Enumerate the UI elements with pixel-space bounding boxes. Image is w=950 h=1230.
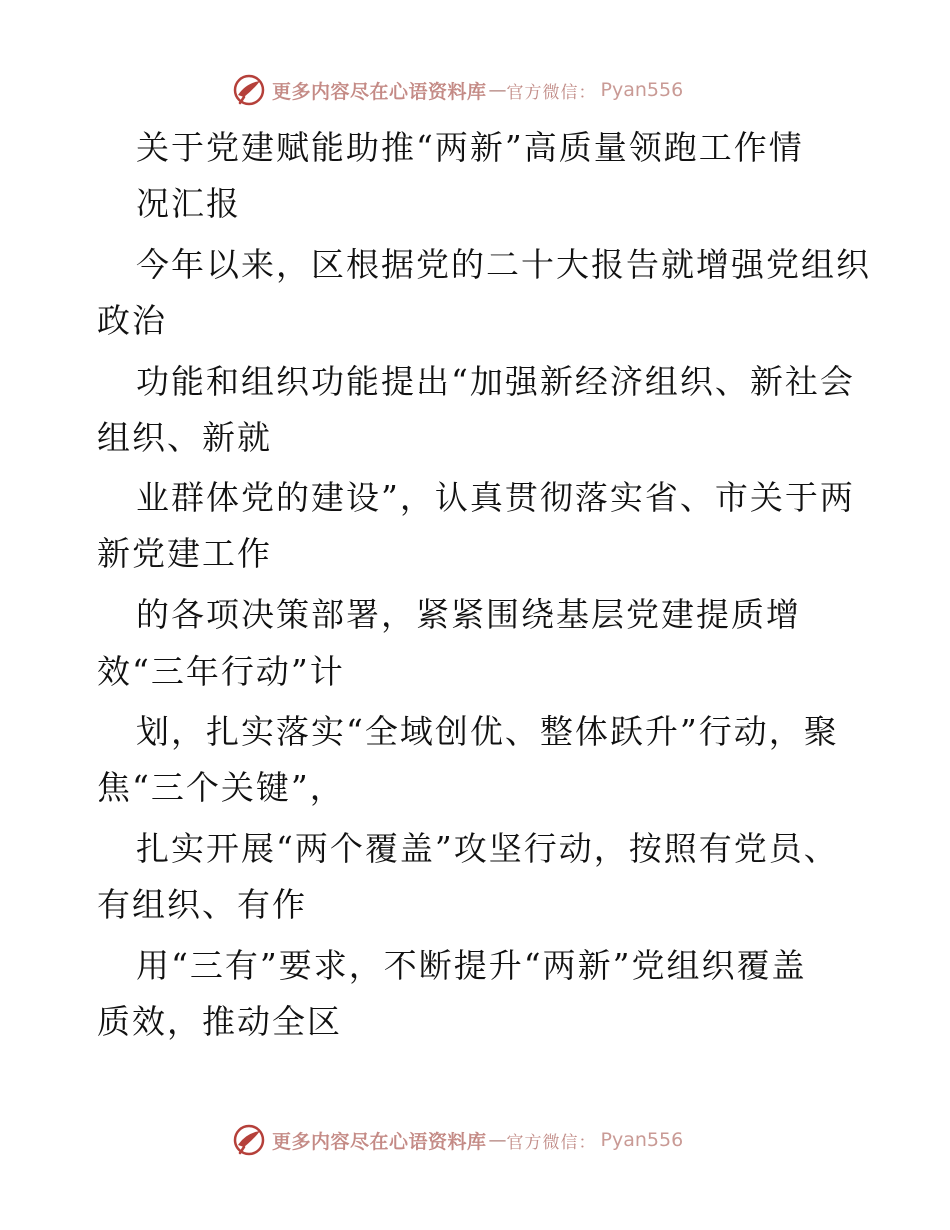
watermark-separator: — — [488, 1129, 507, 1151]
watermark-main-text: 更多内容尽在心语资料库 — [272, 1130, 487, 1153]
paragraph-line: 效“三年行动”计 — [97, 652, 345, 691]
paragraph-line: 划，扎实落实“全域创优、整体跃升”行动，聚 — [136, 712, 839, 751]
watermark-wechat-id: Pyan556 — [600, 1129, 684, 1151]
paragraph-line: 今年以来，区根据党的二十大报告就增强党组织 — [136, 245, 871, 284]
pen-nib-logo-icon — [232, 1123, 266, 1157]
paragraph-line: 新党建工作 — [97, 534, 272, 573]
paragraph-line: 业群体党的建设”，认真贯彻落实省、市关于两 — [136, 478, 855, 517]
header-watermark — [232, 70, 683, 110]
paragraph-line: 政治 — [97, 301, 167, 340]
footer-watermark — [232, 1120, 683, 1160]
paragraph-line: 焦“三个关键”， — [97, 768, 345, 807]
watermark-wechat-label: 官方微信： — [506, 1132, 597, 1153]
paragraph-line: 质效，推动全区 — [97, 1002, 342, 1041]
paragraph-line: 扎实开展“两个覆盖”攻坚行动，按照有党员、 — [136, 829, 839, 868]
watermark-separator: — — [488, 79, 507, 101]
watermark-wechat-id: Pyan556 — [600, 79, 684, 101]
paragraph-line: 有组织、有作 — [97, 885, 307, 924]
pen-nib-logo-icon — [232, 73, 266, 107]
paragraph-line: 的各项决策部署，紧紧围绕基层党建提质增 — [136, 595, 801, 634]
paragraph-line: 组织、新就 — [97, 418, 272, 457]
paragraph-line: 功能和组织功能提出“加强新经济组织、新社会 — [136, 362, 855, 401]
watermark-main-text: 更多内容尽在心语资料库 — [272, 80, 487, 103]
watermark-wechat-label: 官方微信： — [506, 82, 597, 103]
document-title-line: 况汇报 — [136, 184, 241, 223]
document-title-line: 关于党建赋能助推“两新”高质量领跑工作情 — [136, 128, 804, 167]
paragraph-line: 用“三有”要求，不断提升“两新”党组织覆盖 — [136, 946, 807, 985]
